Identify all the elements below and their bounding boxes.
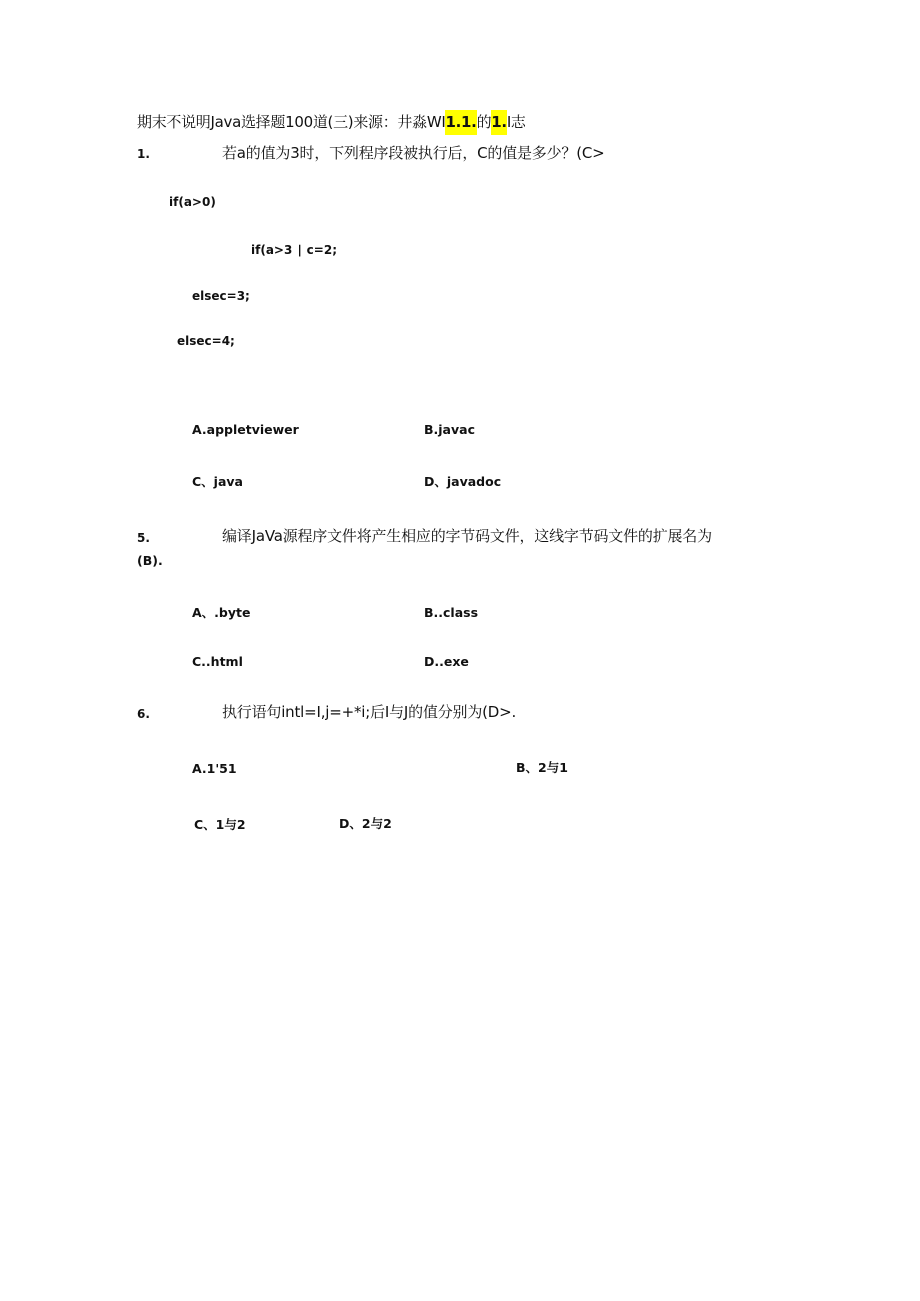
q6-option-d: D、2与2 — [339, 816, 392, 831]
option-c-java: C、java — [192, 474, 243, 489]
question-1-number: 1. — [137, 147, 150, 161]
q6-option-c: C、1与2 — [194, 817, 246, 832]
q6-option-b: B、2与1 — [516, 760, 568, 775]
question-6-number: 6. — [137, 707, 150, 721]
code-line-2: if(a>3 ∣ c=2; — [251, 243, 337, 257]
q5-option-b: B..class — [424, 605, 479, 620]
q6-option-a: A.1'51 — [192, 761, 237, 776]
title-middle: 的 — [476, 113, 492, 131]
title-highlight-2: 1. — [491, 110, 507, 135]
code-line-3: elsec=3; — [192, 289, 250, 303]
title-prefix: 期末不说明Java选择题100道(三)来源：井淼WI — [137, 113, 446, 131]
question-6-text: 执行语句intl=I,j=+*i;后I与J的值分别为(D>. — [222, 703, 517, 721]
q5-option-d: D..exe — [424, 654, 469, 669]
option-b-javac: B.javac — [424, 422, 475, 437]
question-5-answer: (B). — [137, 553, 163, 568]
title-highlight-1: 1.1. — [445, 110, 476, 135]
code-line-1: if(a>0) — [169, 195, 216, 209]
option-d-javadoc: D、javadoc — [424, 474, 502, 489]
question-5-text: 编译JaVa源程序文件将产生相应的字节码文件，这线字节码文件的扩展名为 — [222, 527, 712, 545]
q5-option-a: A、.byte — [192, 605, 251, 620]
code-line-4: elsec=4; — [177, 334, 235, 348]
document-title — [137, 115, 526, 130]
question-5-number: 5. — [137, 531, 150, 545]
q5-option-c: C..html — [192, 654, 243, 669]
option-a-appletviewer: A.appletviewer — [192, 422, 299, 437]
title-suffix: I志 — [506, 113, 526, 131]
question-1-text: 若a的值为3时，下列程序段被执行后，C的值是多少？(C> — [222, 144, 605, 162]
